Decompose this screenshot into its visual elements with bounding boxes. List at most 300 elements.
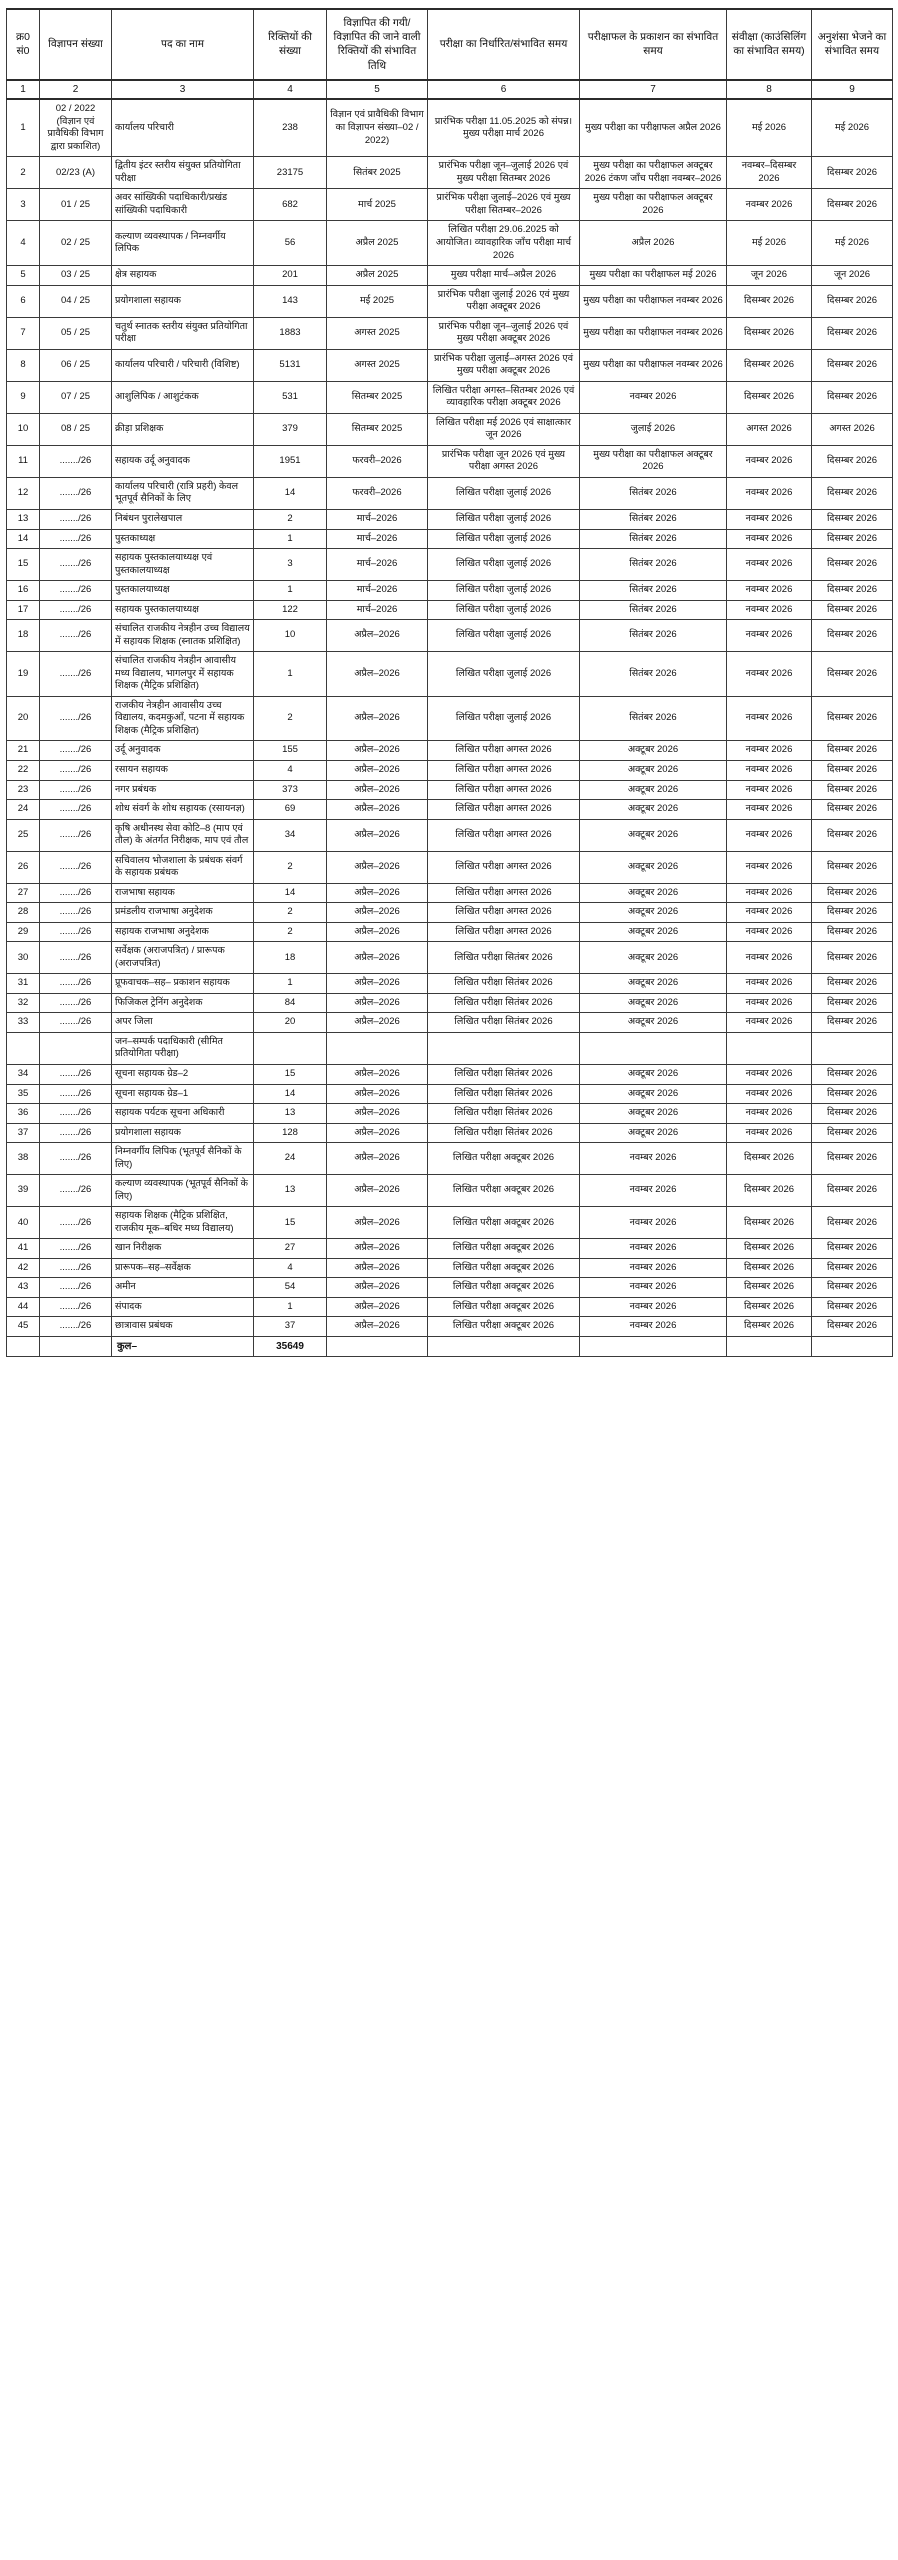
row-exam-time: लिखित परीक्षा अगस्त 2026 (428, 819, 580, 851)
table-row (7, 993, 893, 1013)
row-advertisement-number: ......./26 (40, 529, 112, 549)
row-vacancy-date: अप्रैल–2026 (327, 696, 428, 741)
table-row (7, 1207, 893, 1239)
row-vacancy-date: सितंबर 2025 (327, 157, 428, 189)
row-exam-time: लिखित परीक्षा अक्टूबर 2026 (428, 1258, 580, 1278)
table-row (7, 381, 893, 413)
row-exam-time: लिखित परीक्षा जुलाई 2026 (428, 549, 580, 581)
row-vacancy-date: अप्रैल–2026 (327, 883, 428, 903)
table-row (7, 266, 893, 286)
row-vacancy-count: 1 (254, 581, 327, 601)
row-recommendation-time: दिसम्बर 2026 (812, 1317, 893, 1337)
row-recommendation-time: दिसम्बर 2026 (812, 157, 893, 189)
row-exam-time: लिखित परीक्षा अगस्त 2026 (428, 851, 580, 883)
row-vacancy-count: 14 (254, 883, 327, 903)
row-advertisement-number: ......./26 (40, 1207, 112, 1239)
row-result-time: अक्टूबर 2026 (580, 903, 727, 923)
row-post-name: जन–सम्पर्क पदाधिकारी (सीमित प्रतियोगिता परीक्षा) (112, 1032, 254, 1064)
total-counsel-blank (727, 1336, 812, 1356)
header-label-row (7, 9, 893, 80)
row-advertisement-number: ......./26 (40, 1258, 112, 1278)
table-row (7, 1175, 893, 1207)
row-result-time: अक्टूबर 2026 (580, 1065, 727, 1085)
table-row (7, 922, 893, 942)
row-result-time: अक्टूबर 2026 (580, 922, 727, 942)
row-exam-time: लिखित परीक्षा अगस्त 2026 (428, 903, 580, 923)
row-recommendation-time: दिसम्बर 2026 (812, 819, 893, 851)
row-exam-time: लिखित परीक्षा अक्टूबर 2026 (428, 1239, 580, 1259)
row-recommendation-time: दिसम्बर 2026 (812, 652, 893, 697)
table-row (7, 1317, 893, 1337)
row-vacancy-date: सितम्बर 2025 (327, 381, 428, 413)
row-exam-time: लिखित परीक्षा अगस्त 2026 (428, 741, 580, 761)
row-vacancy-date: फरवरी–2026 (327, 445, 428, 477)
row-counselling-time: नवम्बर 2026 (727, 883, 812, 903)
row-post-name: निम्नवर्गीय लिपिक (भूतपूर्व सैनिकों के लिए) (112, 1143, 254, 1175)
row-vacancy-date: अप्रैल–2026 (327, 620, 428, 652)
header-exam-time: परीक्षा का निर्धारित/संभावित समय (428, 9, 580, 80)
total-examtime-blank (428, 1336, 580, 1356)
row-post-name: अमीन (112, 1278, 254, 1298)
row-exam-time: लिखित परीक्षा अक्टूबर 2026 (428, 1278, 580, 1298)
row-recommendation-time: दिसम्बर 2026 (812, 349, 893, 381)
row-post-name: निबंधन पुरालेखपाल (112, 510, 254, 530)
column-number-8: 8 (727, 80, 812, 100)
row-recommendation-time: दिसम्बर 2026 (812, 1278, 893, 1298)
row-result-time: अक्टूबर 2026 (580, 819, 727, 851)
row-serial-number: 12 (7, 477, 40, 509)
row-vacancy-count: 682 (254, 189, 327, 221)
row-result-time: अक्टूबर 2026 (580, 1104, 727, 1124)
row-vacancy-count: 2 (254, 510, 327, 530)
table-row (7, 1084, 893, 1104)
header-post-name: पद का नाम (112, 9, 254, 80)
row-counselling-time (727, 1032, 812, 1064)
row-post-name: सहायक शिक्षक (मैट्रिक प्रशिक्षित, राजकीय मूक–बधिर मध्य विद्यालय) (112, 1207, 254, 1239)
row-counselling-time: नवम्बर 2026 (727, 903, 812, 923)
row-vacancy-count: 84 (254, 993, 327, 1013)
row-result-time: अक्टूबर 2026 (580, 780, 727, 800)
row-result-time: सितंबर 2026 (580, 600, 727, 620)
row-vacancy-count: 15 (254, 1065, 327, 1085)
row-exam-time: लिखित परीक्षा अगस्त 2026 (428, 922, 580, 942)
row-counselling-time: नवम्बर 2026 (727, 922, 812, 942)
header-counselling-time: संवीक्षा (काउंसिलिंग का संभावित समय) (727, 9, 812, 80)
row-advertisement-number: 05 / 25 (40, 317, 112, 349)
row-exam-time: लिखित परीक्षा जुलाई 2026 (428, 529, 580, 549)
table-row (7, 1278, 893, 1298)
row-exam-time: लिखित परीक्षा अक्टूबर 2026 (428, 1317, 580, 1337)
row-serial-number: 13 (7, 510, 40, 530)
row-counselling-time: मई 2026 (727, 99, 812, 157)
row-exam-time: लिखित परीक्षा जुलाई 2026 (428, 581, 580, 601)
row-vacancy-count: 10 (254, 620, 327, 652)
column-number-2: 2 (40, 80, 112, 100)
row-recommendation-time: दिसम्बर 2026 (812, 903, 893, 923)
row-post-name: अवर सांख्यिकी पदाधिकारी/प्रखंड सांख्यिकी पदाधिकारी (112, 189, 254, 221)
row-result-time: नवम्बर 2026 (580, 1239, 727, 1259)
table-row (7, 157, 893, 189)
row-vacancy-count: 4 (254, 760, 327, 780)
row-vacancy-date: अप्रैल 2025 (327, 266, 428, 286)
row-serial-number: 18 (7, 620, 40, 652)
table-row (7, 883, 893, 903)
row-recommendation-time: दिसम्बर 2026 (812, 1065, 893, 1085)
row-counselling-time: दिसम्बर 2026 (727, 349, 812, 381)
row-recommendation-time: दिसम्बर 2026 (812, 1297, 893, 1317)
row-exam-time: लिखित परीक्षा सितंबर 2026 (428, 1104, 580, 1124)
row-exam-time: लिखित परीक्षा अगस्त 2026 (428, 883, 580, 903)
row-advertisement-number: 03 / 25 (40, 266, 112, 286)
row-vacancy-date: मार्च–2026 (327, 529, 428, 549)
row-result-time: सितंबर 2026 (580, 581, 727, 601)
row-result-time: अक्टूबर 2026 (580, 741, 727, 761)
row-advertisement-number: 06 / 25 (40, 349, 112, 381)
table-row (7, 1297, 893, 1317)
row-post-name: पुस्तकालयाध्यक्ष (112, 581, 254, 601)
row-result-time: अप्रैल 2026 (580, 221, 727, 266)
row-vacancy-date: अप्रैल–2026 (327, 1317, 428, 1337)
total-resulttime-blank (580, 1336, 727, 1356)
table-row (7, 510, 893, 530)
row-result-time: नवम्बर 2026 (580, 1175, 727, 1207)
row-recommendation-time: दिसम्बर 2026 (812, 381, 893, 413)
row-exam-time: लिखित परीक्षा अक्टूबर 2026 (428, 1207, 580, 1239)
table-row (7, 974, 893, 994)
row-exam-time: लिखित परीक्षा 29.06.2025 को आयोजित। व्यावहारिक जाँच परीक्षा मार्च 2026 (428, 221, 580, 266)
column-number-5: 5 (327, 80, 428, 100)
row-serial-number: 4 (7, 221, 40, 266)
table-row (7, 741, 893, 761)
row-vacancy-count: 54 (254, 1278, 327, 1298)
row-recommendation-time: दिसम्बर 2026 (812, 1258, 893, 1278)
row-vacancy-date: अप्रैल–2026 (327, 760, 428, 780)
row-counselling-time: नवम्बर 2026 (727, 741, 812, 761)
row-result-time: अक्टूबर 2026 (580, 974, 727, 994)
row-vacancy-date: अगस्त 2025 (327, 317, 428, 349)
row-post-name: सहायक पुस्तकालयाध्यक्ष एवं पुस्तकालयाध्यक्ष (112, 549, 254, 581)
row-post-name: चतुर्थ स्नातक स्तरीय संयुक्त प्रतियोगिता परीक्षा (112, 317, 254, 349)
row-vacancy-date: अप्रैल–2026 (327, 942, 428, 974)
row-recommendation-time: दिसम्बर 2026 (812, 696, 893, 741)
row-vacancy-count: 34 (254, 819, 327, 851)
row-advertisement-number: ......./26 (40, 1175, 112, 1207)
row-counselling-time: नवम्बर 2026 (727, 974, 812, 994)
row-exam-time: लिखित परीक्षा अक्टूबर 2026 (428, 1297, 580, 1317)
row-serial-number: 39 (7, 1175, 40, 1207)
row-advertisement-number: ......./26 (40, 652, 112, 697)
row-counselling-time: नवम्बर 2026 (727, 1084, 812, 1104)
total-adv-blank (40, 1336, 112, 1356)
row-result-time (580, 1032, 727, 1064)
row-post-name: प्रमंडलीय राजभाषा अनुदेशक (112, 903, 254, 923)
row-result-time: नवम्बर 2026 (580, 1143, 727, 1175)
row-vacancy-date: फरवरी–2026 (327, 477, 428, 509)
row-vacancy-count: 1 (254, 529, 327, 549)
row-post-name: फिजिकल ट्रेनिंग अनुदेशक (112, 993, 254, 1013)
row-advertisement-number: ......./26 (40, 549, 112, 581)
row-vacancy-date: अप्रैल–2026 (327, 1239, 428, 1259)
row-recommendation-time: दिसम्बर 2026 (812, 1207, 893, 1239)
table-row (7, 477, 893, 509)
row-counselling-time: जून 2026 (727, 266, 812, 286)
row-counselling-time: नवम्बर 2026 (727, 445, 812, 477)
row-vacancy-date: अप्रैल–2026 (327, 1175, 428, 1207)
row-result-time: अक्टूबर 2026 (580, 1084, 727, 1104)
row-result-time: मुख्य परीक्षा का परीक्षाफल मई 2026 (580, 266, 727, 286)
row-recommendation-time: दिसम्बर 2026 (812, 189, 893, 221)
row-advertisement-number: ......./26 (40, 903, 112, 923)
row-counselling-time: नवम्बर 2026 (727, 1013, 812, 1033)
row-post-name: उर्दू अनुवादक (112, 741, 254, 761)
row-vacancy-count: 2 (254, 922, 327, 942)
row-post-name: कार्यालय परिचारी / परिचारी (विशिष्ट) (112, 349, 254, 381)
row-serial-number: 23 (7, 780, 40, 800)
row-result-time: सितंबर 2026 (580, 510, 727, 530)
row-post-name: क्रीड़ा प्रशिक्षक (112, 413, 254, 445)
row-recommendation-time: दिसम्बर 2026 (812, 883, 893, 903)
row-result-time: मुख्य परीक्षा का परीक्षाफल नवम्बर 2026 (580, 285, 727, 317)
row-serial-number: 38 (7, 1143, 40, 1175)
table-row (7, 942, 893, 974)
table-row (7, 760, 893, 780)
row-serial-number (7, 1032, 40, 1064)
row-advertisement-number: ......./26 (40, 819, 112, 851)
row-counselling-time: दिसम्बर 2026 (727, 1239, 812, 1259)
row-vacancy-date: विज्ञान एवं प्रावैधिकी विभाग का विज्ञापन संख्या–02 / 2022) (327, 99, 428, 157)
row-advertisement-number: ......./26 (40, 942, 112, 974)
table-row (7, 413, 893, 445)
row-counselling-time: नवम्बर 2026 (727, 1104, 812, 1124)
row-post-name: संचालित राजकीय नेत्रहीन आवासीय मध्य विद्यालय, भागलपुर में सहायक शिक्षक (मैट्रिक प्रशिक्षित) (112, 652, 254, 697)
table-row (7, 99, 893, 157)
row-vacancy-count: 238 (254, 99, 327, 157)
row-counselling-time: नवम्बर–दिसम्बर 2026 (727, 157, 812, 189)
row-exam-time: लिखित परीक्षा सितंबर 2026 (428, 1065, 580, 1085)
row-serial-number: 44 (7, 1297, 40, 1317)
row-post-name: कल्याण व्यवस्थापक (भूतपूर्व सैनिकों के लिए) (112, 1175, 254, 1207)
row-post-name: सहायक पुस्तकालयाध्यक्ष (112, 600, 254, 620)
row-recommendation-time: मई 2026 (812, 99, 893, 157)
row-vacancy-count: 1 (254, 974, 327, 994)
row-exam-time: लिखित परीक्षा जुलाई 2026 (428, 652, 580, 697)
row-exam-time: लिखित परीक्षा जुलाई 2026 (428, 620, 580, 652)
row-serial-number: 26 (7, 851, 40, 883)
row-counselling-time: मई 2026 (727, 221, 812, 266)
row-serial-number: 37 (7, 1123, 40, 1143)
row-exam-time: प्रारंभिक परीक्षा जून 2026 एवं मुख्य परीक्षा अगस्त 2026 (428, 445, 580, 477)
row-recommendation-time: दिसम्बर 2026 (812, 800, 893, 820)
row-vacancy-count: 2 (254, 903, 327, 923)
table-row (7, 317, 893, 349)
row-vacancy-date: अप्रैल–2026 (327, 1065, 428, 1085)
table-footer (7, 1336, 893, 1356)
row-recommendation-time: दिसम्बर 2026 (812, 285, 893, 317)
row-counselling-time: अगस्त 2026 (727, 413, 812, 445)
row-result-time: मुख्य परीक्षा का परीक्षाफल अक्टूबर 2026 टंकण जाँच परीक्षा नवम्बर–2026 (580, 157, 727, 189)
row-advertisement-number (40, 1032, 112, 1064)
row-advertisement-number: ......./26 (40, 741, 112, 761)
row-vacancy-count: 531 (254, 381, 327, 413)
row-result-time: नवम्बर 2026 (580, 1207, 727, 1239)
row-result-time: सितंबर 2026 (580, 549, 727, 581)
row-vacancy-date: अप्रैल–2026 (327, 1207, 428, 1239)
table-row (7, 1258, 893, 1278)
row-recommendation-time: दिसम्बर 2026 (812, 477, 893, 509)
row-recommendation-time: दिसम्बर 2026 (812, 1239, 893, 1259)
row-exam-time: लिखित परीक्षा अगस्त 2026 (428, 760, 580, 780)
row-counselling-time: नवम्बर 2026 (727, 993, 812, 1013)
table-row (7, 1032, 893, 1064)
row-advertisement-number: 07 / 25 (40, 381, 112, 413)
row-vacancy-date: अगस्त 2025 (327, 349, 428, 381)
row-counselling-time: दिसम्बर 2026 (727, 1207, 812, 1239)
row-post-name: सूचना सहायक ग्रेड–1 (112, 1084, 254, 1104)
row-counselling-time: दिसम्बर 2026 (727, 1175, 812, 1207)
row-vacancy-count: 23175 (254, 157, 327, 189)
row-serial-number: 45 (7, 1317, 40, 1337)
row-vacancy-date: अप्रैल–2026 (327, 780, 428, 800)
row-counselling-time: नवम्बर 2026 (727, 510, 812, 530)
row-exam-time: प्रारंभिक परीक्षा जुलाई–2026 एवं मुख्य परीक्षा सितम्बर–2026 (428, 189, 580, 221)
row-post-name: खान निरीक्षक (112, 1239, 254, 1259)
row-vacancy-date: मार्च–2026 (327, 581, 428, 601)
row-serial-number: 43 (7, 1278, 40, 1298)
row-exam-time: लिखित परीक्षा जुलाई 2026 (428, 510, 580, 530)
row-serial-number: 6 (7, 285, 40, 317)
row-serial-number: 17 (7, 600, 40, 620)
row-vacancy-date (327, 1032, 428, 1064)
row-result-time: सितंबर 2026 (580, 696, 727, 741)
row-vacancy-count: 2 (254, 696, 327, 741)
row-exam-time: प्रारंभिक परीक्षा जून–जुलाई 2026 एवं मुख्य परीक्षा सितम्बर 2026 (428, 157, 580, 189)
row-counselling-time: नवम्बर 2026 (727, 800, 812, 820)
row-vacancy-count: 1951 (254, 445, 327, 477)
row-result-time: अक्टूबर 2026 (580, 1013, 727, 1033)
row-serial-number: 2 (7, 157, 40, 189)
row-vacancy-date: अप्रैल–2026 (327, 652, 428, 697)
row-exam-time: लिखित परीक्षा अगस्त 2026 (428, 800, 580, 820)
table-row (7, 1065, 893, 1085)
row-counselling-time: दिसम्बर 2026 (727, 1278, 812, 1298)
row-recommendation-time: दिसम्बर 2026 (812, 922, 893, 942)
row-advertisement-number: ......./26 (40, 851, 112, 883)
row-recommendation-time: दिसम्बर 2026 (812, 974, 893, 994)
row-post-name: कल्याण व्यवस्थापक / निम्नवर्गीय लिपिक (112, 221, 254, 266)
row-vacancy-count: 69 (254, 800, 327, 820)
header-vacancy-count: रिक्तियों की संख्या (254, 9, 327, 80)
row-advertisement-number: ......./26 (40, 510, 112, 530)
row-exam-time: लिखित परीक्षा सितंबर 2026 (428, 974, 580, 994)
row-exam-time: लिखित परीक्षा जुलाई 2026 (428, 696, 580, 741)
row-vacancy-count: 373 (254, 780, 327, 800)
row-recommendation-time: मई 2026 (812, 221, 893, 266)
row-serial-number: 36 (7, 1104, 40, 1124)
row-post-name: कृषि अधीनस्थ सेवा कोटि–8 (माप एवं तौल) के अंतर्गत निरीक्षक, माप एवं तौल (112, 819, 254, 851)
row-result-time: अक्टूबर 2026 (580, 1123, 727, 1143)
row-advertisement-number: ......./26 (40, 696, 112, 741)
table-row (7, 851, 893, 883)
row-post-name: सूचना सहायक ग्रेड–2 (112, 1065, 254, 1085)
table-row (7, 189, 893, 221)
row-advertisement-number: 04 / 25 (40, 285, 112, 317)
column-number-4: 4 (254, 80, 327, 100)
row-result-time: मुख्य परीक्षा का परीक्षाफल अक्टूबर 2026 (580, 189, 727, 221)
row-post-name: कार्यालय परिचारी (112, 99, 254, 157)
table-row (7, 819, 893, 851)
row-post-name: पुस्तकाध्यक्ष (112, 529, 254, 549)
column-number-9: 9 (812, 80, 893, 100)
row-advertisement-number: ......./26 (40, 1278, 112, 1298)
table-row (7, 445, 893, 477)
row-advertisement-number: ......./26 (40, 1317, 112, 1337)
header-serial-number: क्र0 सं0 (7, 9, 40, 80)
row-vacancy-date: मार्च–2026 (327, 549, 428, 581)
row-advertisement-number: ......./26 (40, 1013, 112, 1033)
row-serial-number: 16 (7, 581, 40, 601)
row-serial-number: 22 (7, 760, 40, 780)
row-result-time: नवम्बर 2026 (580, 381, 727, 413)
row-recommendation-time: दिसम्बर 2026 (812, 529, 893, 549)
total-label: कुल– (112, 1336, 254, 1356)
row-vacancy-date: मार्च–2026 (327, 600, 428, 620)
row-counselling-time: नवम्बर 2026 (727, 620, 812, 652)
row-advertisement-number: ......./26 (40, 600, 112, 620)
table-row (7, 581, 893, 601)
row-post-name: प्रयोगशाला सहायक (112, 285, 254, 317)
row-result-time: सितंबर 2026 (580, 620, 727, 652)
row-advertisement-number: ......./26 (40, 1084, 112, 1104)
exam-schedule-table (6, 8, 893, 1357)
row-result-time: नवम्बर 2026 (580, 1297, 727, 1317)
row-counselling-time: नवम्बर 2026 (727, 942, 812, 974)
row-post-name: सर्वेक्षक (अराजपत्रित) / प्रारूपक (अराजपत्रित) (112, 942, 254, 974)
row-exam-time: लिखित परीक्षा जुलाई 2026 (428, 477, 580, 509)
column-number-1: 1 (7, 80, 40, 100)
row-serial-number: 20 (7, 696, 40, 741)
row-recommendation-time: दिसम्बर 2026 (812, 851, 893, 883)
table-row (7, 696, 893, 741)
row-exam-time: प्रारंभिक परीक्षा जून–जुलाई 2026 एवं मुख्य परीक्षा अक्टूबर 2026 (428, 317, 580, 349)
row-vacancy-date: अप्रैल–2026 (327, 819, 428, 851)
row-counselling-time: नवम्बर 2026 (727, 780, 812, 800)
row-post-name: सचिवालय भोजशाला के प्रबंधक संवर्ग के सहायक प्रबंधक (112, 851, 254, 883)
row-exam-time: लिखित परीक्षा सितंबर 2026 (428, 1084, 580, 1104)
row-vacancy-count: 13 (254, 1175, 327, 1207)
row-vacancy-date: अप्रैल–2026 (327, 993, 428, 1013)
header-number-row (7, 80, 893, 100)
table-row (7, 221, 893, 266)
table-body (7, 99, 893, 1336)
row-serial-number: 35 (7, 1084, 40, 1104)
table-row (7, 349, 893, 381)
row-counselling-time: दिसम्बर 2026 (727, 1297, 812, 1317)
row-recommendation-time: दिसम्बर 2026 (812, 780, 893, 800)
row-post-name: शोध संवर्ग के शोध सहायक (रसायनज्ञ) (112, 800, 254, 820)
row-recommendation-time: दिसम्बर 2026 (812, 741, 893, 761)
row-vacancy-count: 155 (254, 741, 327, 761)
table-header (7, 9, 893, 99)
row-vacancy-date: मार्च–2026 (327, 510, 428, 530)
row-recommendation-time: दिसम्बर 2026 (812, 600, 893, 620)
row-vacancy-date: मई 2025 (327, 285, 428, 317)
row-counselling-time: दिसम्बर 2026 (727, 317, 812, 349)
row-post-name: आशुलिपिक / आशुटंकक (112, 381, 254, 413)
table-row (7, 1104, 893, 1124)
row-counselling-time: नवम्बर 2026 (727, 760, 812, 780)
row-serial-number: 33 (7, 1013, 40, 1033)
row-advertisement-number: ......./26 (40, 922, 112, 942)
